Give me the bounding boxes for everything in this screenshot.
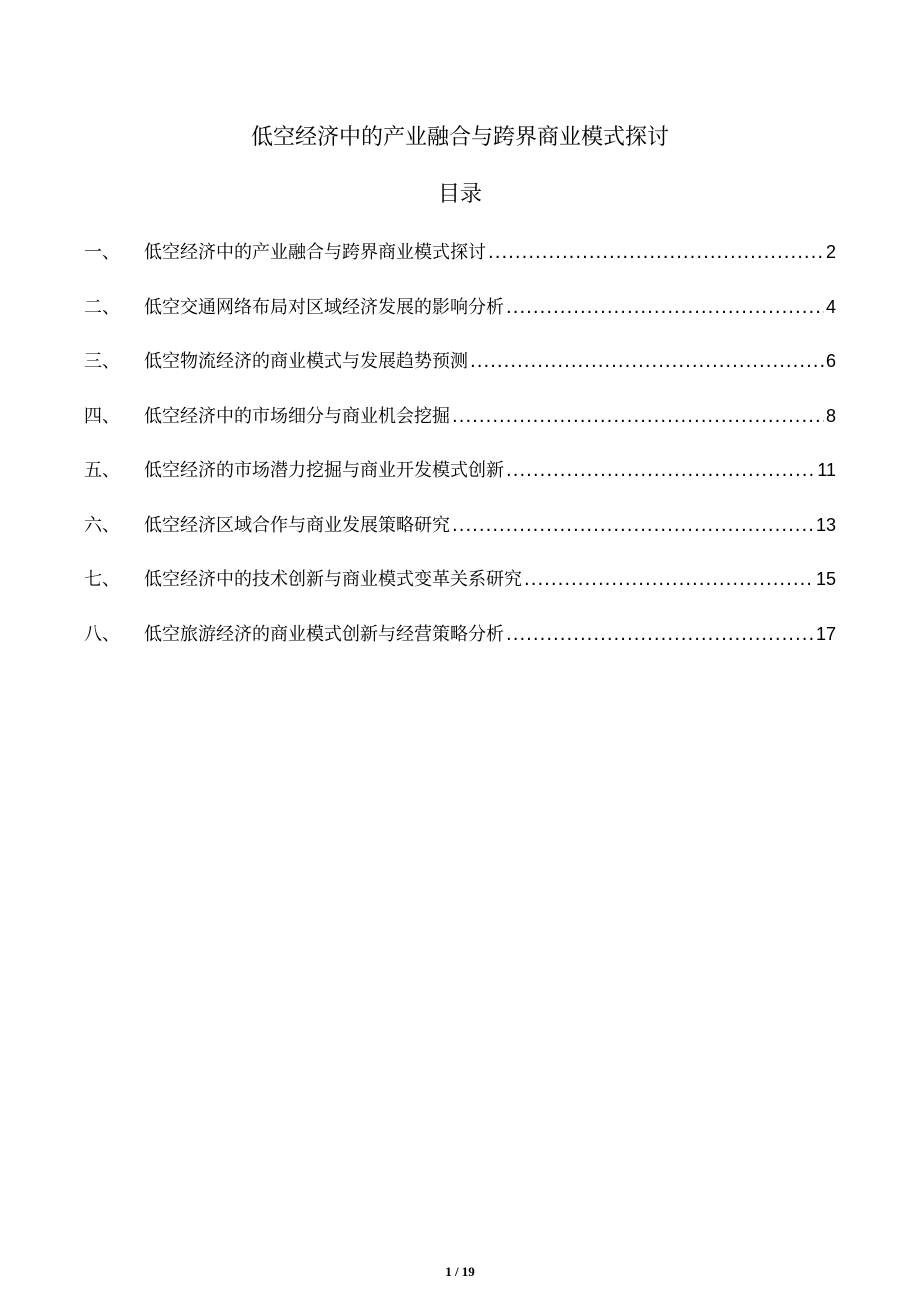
toc-heading: 目录 xyxy=(437,182,482,207)
page-number-footer: 1 / 19 xyxy=(445,1264,475,1279)
toc-leader-dots xyxy=(452,506,814,546)
toc-entry-title: 低空交通网络布局对区域经济发展的影响分析 xyxy=(144,296,504,318)
toc-leader-dots xyxy=(470,342,824,382)
toc-entry-number: 六、 xyxy=(84,514,120,536)
toc-leader-dots xyxy=(452,397,824,437)
toc-entry-page: 2 xyxy=(825,242,836,262)
toc-entry[interactable] xyxy=(84,341,836,396)
toc-leader-dots xyxy=(506,451,815,491)
toc-entry-title: 低空经济中的市场细分与商业机会挖掘 xyxy=(144,405,450,427)
toc-entry[interactable] xyxy=(84,450,836,505)
toc-entry-page: 6 xyxy=(825,351,836,371)
toc-entry[interactable] xyxy=(84,232,836,287)
toc-entry[interactable] xyxy=(84,396,836,451)
toc-entry[interactable] xyxy=(84,287,836,342)
toc-leader-dots xyxy=(506,615,814,655)
toc-entry[interactable] xyxy=(84,505,836,560)
toc-entry-number: 一、 xyxy=(84,242,120,263)
toc-entry-title: 低空旅游经济的商业模式创新与经营策略分析 xyxy=(144,623,504,645)
toc-entry-number: 七、 xyxy=(84,569,120,590)
toc-entry-number: 五、 xyxy=(84,460,120,481)
toc-entry-number: 二、 xyxy=(84,296,120,318)
document-title: 低空经济中的产业融合与跨界商业模式探讨 xyxy=(250,125,669,150)
toc-entry-page: 8 xyxy=(825,405,836,426)
toc-leader-dots xyxy=(506,288,824,328)
toc-entry-number: 三、 xyxy=(84,351,120,372)
table-of-contents xyxy=(84,232,836,668)
toc-entry-page: 15 xyxy=(815,569,836,589)
toc-entry-number: 八、 xyxy=(84,623,120,645)
toc-entry-title: 低空经济中的技术创新与商业模式变革关系研究 xyxy=(144,569,522,590)
toc-entry-title: 低空经济中的产业融合与跨界商业模式探讨 xyxy=(144,242,486,263)
toc-entry[interactable] xyxy=(84,614,836,669)
toc-entry-page: 11 xyxy=(817,460,836,480)
toc-entry-page: 17 xyxy=(815,623,836,644)
toc-entry-page: 13 xyxy=(815,514,836,535)
toc-entry-page: 4 xyxy=(825,296,836,317)
toc-entry-number: 四、 xyxy=(84,405,120,427)
toc-entry[interactable] xyxy=(84,559,836,614)
toc-entry-title: 低空物流经济的商业模式与发展趋势预测 xyxy=(144,351,468,372)
toc-entry-title: 低空经济的市场潜力挖掘与商业开发模式创新 xyxy=(144,460,504,481)
toc-leader-dots xyxy=(524,560,814,600)
toc-entry-title: 低空经济区域合作与商业发展策略研究 xyxy=(144,514,450,536)
toc-leader-dots xyxy=(488,233,824,273)
